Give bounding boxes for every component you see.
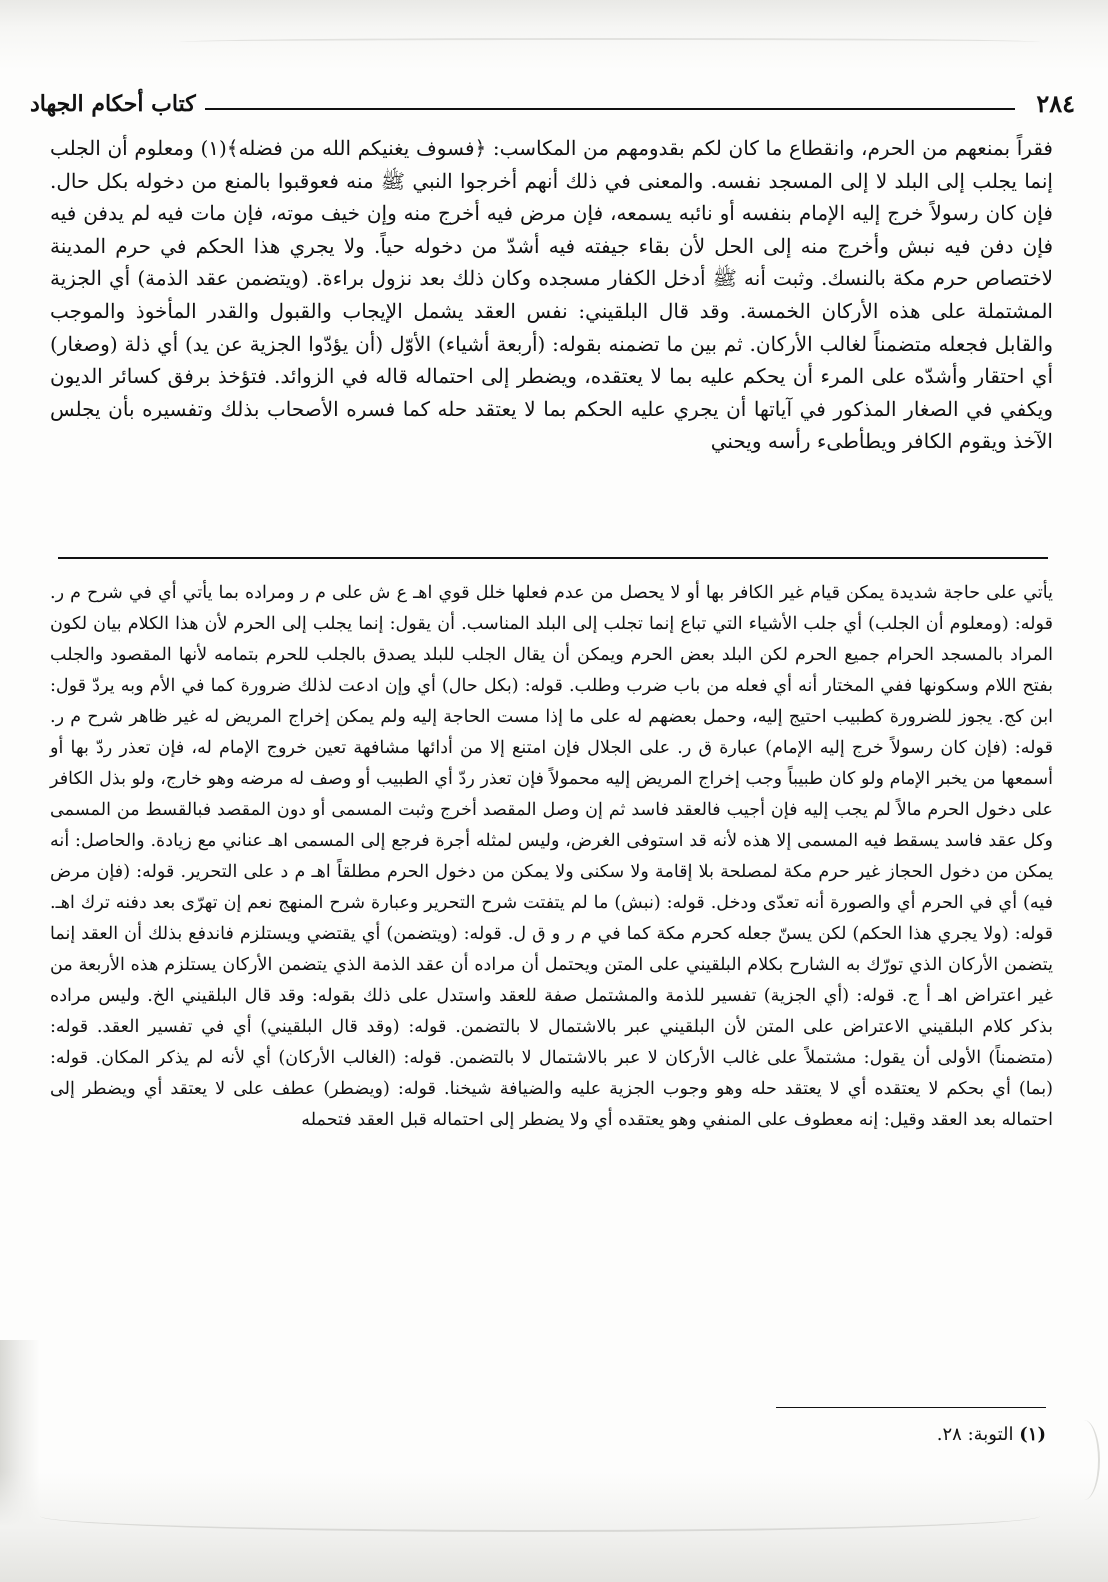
main-commentary-separator — [58, 557, 1048, 559]
commentary-text — [50, 578, 1053, 1136]
footnote-rule — [776, 1407, 1046, 1408]
header-rule — [205, 108, 1015, 110]
main-text — [50, 132, 1053, 458]
footnote-number: (١) — [1019, 1424, 1046, 1445]
commentary-paragraph: يأتي على حاجة شديدة يمكن قيام غير الكافر بها أو لا يحصل من عدم فعلها خلل قوي اهـ ع ش على م ر ومراده بما يأتي أي في شرح م ر. قوله: (ومعلوم أن الجلب) أي جلب الأشياء التي تباع إنما تجلب إلى البلد المناسب. أن يقول: إنما يجلب إلى الحرم لأن هذا الكلام بيان لكون المراد بالمسجد الحرام جميع الحرم لكن البلد بعض الحرم ويمكن أن يقال الجلب للبلد يصدق بالجلب للحرم بتمامه لأنها المقصود والجلب بفتح اللام وسكونها ففي المختار أنه أي فعله من باب ضرب وطلب. قوله: (بكل حال) أي وإن ادعت لذلك ضرورة كما في الأم وبه يردّ قول: ابن كج. يجوز للضرورة كطبيب احتيج إليه، وحمل بعضهم له على ما إذا مست الحاجة إليه ولم يمكن إخراج المريض له غير ظاهر شرح م ر. قوله: (فإن كان رسولاً خرج إليه الإمام) عبارة ق ر. على الجلال فإن امتنع إلا من أدائها مشافهة تعين خروج الإمام له، فإن تعذر ردّ بها أو أسمعها من يخبر الإمام ولو كان طبيباً وجب إخراج المريض إليه محمولاً فإن تعذر ردّ أي الطبيب أو وصف له مرضه وهو خارج، ولو بذل الكافر على دخول الحرم مالاً لم يجب إليه فإن أجيب فالعقد فاسد ثم إن وصل المقصد أخرج وثبت المسمى أو دون المقصد فبالقسط من المسمى وكل عقد فاسد يسقط فيه المسمى إلا هذه لأنه قد استوفى الغرض، وليس لمثله أجرة فرجع إلى المسمى اهـ عناني مع زيادة. والحاصل: أنه يمكن من دخول الحجاز غير حرم مكة لمصلحة بلا إقامة ولا سكنى ولا يمكن من دخول الحرم مطلقاً اهـ م د على التحرير. قوله: (فإن مرض فيه) أي في الحرم أي والصورة أنه تعدّى ودخل. قوله: (نبش) ما لم يتفتت شرح التحرير وعبارة شرح المنهج نعم إن تهرّى بعد دفنه ترك اهـ. قوله: (ولا يجري هذا الحكم) لكن يسنّ جعله كحرم مكة كما في م ر و ق ل. قوله: (ويتضمن) أي يقتضي ويستلزم فاندفع بذلك أن العقد إنما يتضمن الأركان الذي تورّك به الشارح بكلام البلقيني على المتن ويحتمل أن مراده أن عقد الذمة الذي يتضمن الأركان يستلزم هذه الأربعة من غير اعتراض اهـ أ ج. قوله: (أي الجزية) تفسير للذمة والمشتمل صفة للعقد واستدل على ذلك بقوله: وقد قال البلقيني الخ. وليس مراده بذكر كلام البلقيني الاعتراض على المتن لأن البلقيني عبر بالاشتمال لا بالتضمن. قوله: (وقد قال البلقيني) أي في تفسير العقد. قوله: (متضمناً) الأولى أن يقول: مشتملاً على غالب الأركان لا عبر بالاشتمال لا بالتضمن. قوله: (الغالب الأركان) أي لأنه لم يذكر المكان. قوله: (بما) أي بحكم لا يعتقده أي لا يعتقد حله وهو وجوب الجزية عليه والضيافة شيخنا. قوله: (ويضطر) عطف على لا يعتقد أي ويضطر إلى احتماله بعد العقد وقيل: إنه معطوف على المنفي وهو يعتقده أي ولا يضطر إلى احتماله قبل العقد فتحمله — [50, 583, 1054, 1130]
running-title: كتاب أحكام الجهاد — [30, 91, 196, 117]
scan-top-shadow — [0, 0, 1108, 70]
scan-right-curl — [1068, 1420, 1100, 1500]
scan-bottom-curl — [40, 1500, 1040, 1532]
main-paragraph: فقراً بمنعهم من الحرم، وانقطاع ما كان لكم بقدومهم من المكاسب: ﴿فسوف يغنيكم الله من فضله﴾(١) ومعلوم أن الجلب إنما يجلب إلى البلد لا إلى المسجد نفسه. والمعنى في ذلك أنهم أخرجوا النبي ﷺ منه فعوقبوا بالمنع من دخوله بكل حال. فإن كان رسولاً خرج إليه الإمام بنفسه أو نائبه يسمعه، فإن مرض فيه أخرج منه وإن خيف موته، فإن مات فيه لم يدفن فيه فإن دفن فيه نبش وأخرج منه إلى الحل لأن بقاء جيفته فيه أشدّ من دخوله حياً. ولا يجري هذا الحكم في حرم المدينة لاختصاص حرم مكة بالنسك. وثبت أنه ﷺ أدخل الكفار مسجده وكان ذلك بعد نزول براءة. (ويتضمن عقد الذمة) أي الجزية المشتملة على هذه الأركان الخمسة. وقد قال البلقيني: نفس العقد يشمل الإيجاب والقبول والقدر المأخوذ والموجب والقابل فجعله متضمناً لغالب الأركان. ثم بين ما تضمنه بقوله: (أربعة أشياء) الأوّل (أن يؤدّوا الجزية عن يد) أي ذلة (وصغار) أي احتقار وأشدّه على المرء أن يحكم عليه بما لا يعتقده، ويضطر إلى احتماله قاله في الزوائد. فتؤخذ برفق كسائر الديون ويكفي في الصغار المذكور في آياتها أن يجري عليه الحكم بما لا يعتقد حله كما فسره الأصحاب بذلك وتفسيره بأن يجلس الآخذ ويقوم الكافر ويطأطىء رأسه ويحني — [50, 136, 1054, 454]
footnote-text: التوبة: ٢٨. — [936, 1424, 1014, 1445]
page-header — [30, 88, 1075, 128]
page-number: ٢٨٤ — [1036, 89, 1075, 118]
scan-top-edge — [180, 38, 1040, 46]
footnote — [937, 1420, 1046, 1450]
